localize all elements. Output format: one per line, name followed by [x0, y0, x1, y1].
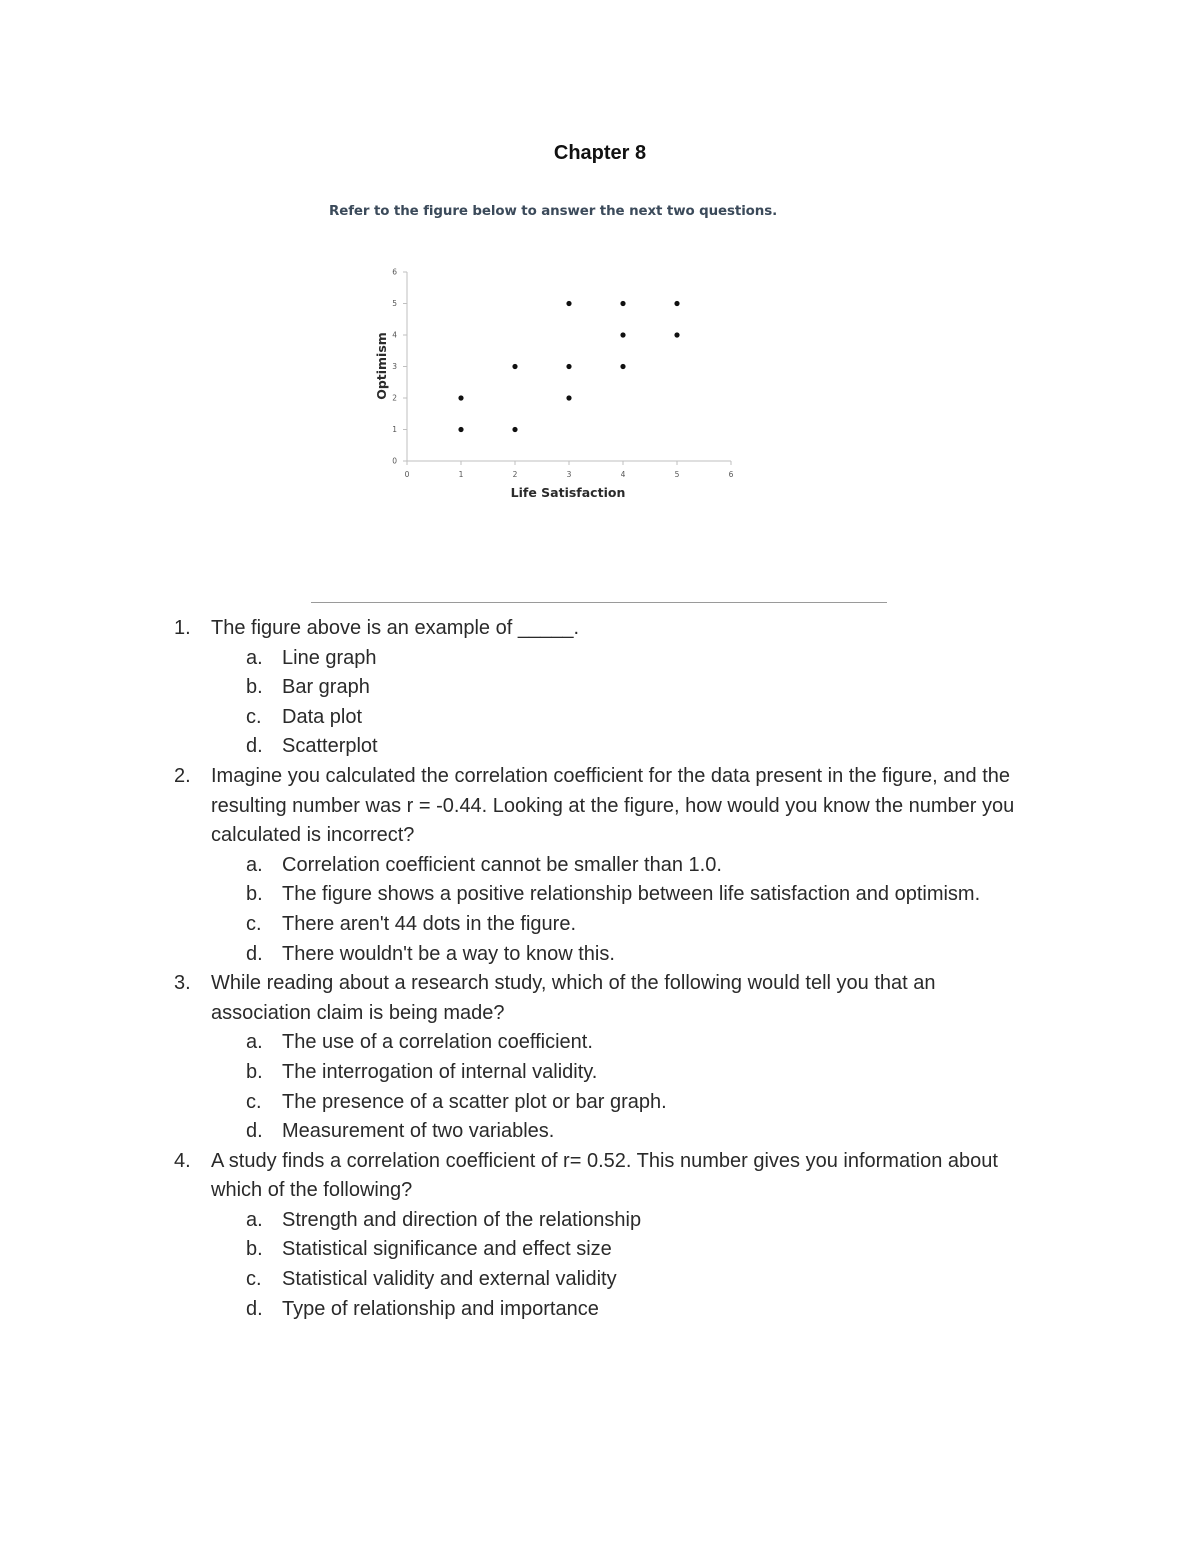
- y-tick-label: 5: [392, 299, 397, 308]
- option-letter: c.: [246, 1268, 262, 1291]
- option-text: Correlation coefficient cannot be smaller than 1.0.: [282, 853, 722, 876]
- option-letter: c.: [246, 1090, 262, 1113]
- scatter-point: [620, 301, 625, 306]
- x-tick-label: 6: [728, 470, 734, 479]
- option-text: There aren't 44 dots in the figure.: [282, 912, 576, 935]
- question-number: 2.: [174, 764, 191, 787]
- option-text: Bar graph: [282, 676, 370, 699]
- x-tick-label: 5: [674, 470, 680, 479]
- y-tick-label: 4: [392, 330, 397, 340]
- question-text: The figure above is an example of _____.: [211, 617, 580, 639]
- scatter-point: [620, 332, 625, 337]
- option-2d: [0, 940, 1200, 970]
- option-letter: b.: [246, 676, 263, 699]
- question-list: [0, 614, 1200, 1324]
- option-letter: b.: [246, 883, 263, 906]
- question-4: [0, 1147, 1041, 1206]
- x-axis-label: Life Satisfaction: [510, 485, 626, 500]
- option-letter: b.: [246, 1238, 263, 1261]
- option-letter: a.: [246, 1031, 263, 1054]
- option-letter: d.: [246, 942, 263, 965]
- option-text: Type of relationship and importance: [282, 1297, 599, 1320]
- option-text: The use of a correlation coefficient.: [282, 1031, 593, 1054]
- question-text: While reading about a research study, which of the following would tell you that an association claim is being made?: [211, 972, 936, 1024]
- option-4a: [0, 1206, 1200, 1236]
- option-letter: c.: [246, 705, 262, 728]
- points-layer: [458, 301, 679, 432]
- option-letter: d.: [246, 1297, 263, 1320]
- option-letter: d.: [246, 1120, 263, 1143]
- x-tick-label: 1: [458, 470, 464, 479]
- option-text: Line graph: [282, 646, 377, 669]
- question-text: Imagine you calculated the correlation coefficient for the data present in the figure, and the resulting number was r = -0.44. Looking at the figure, how would you know the number you calculated is incorrect?: [211, 764, 1015, 847]
- option-letter: c.: [246, 912, 262, 935]
- y-tick-label: 0: [392, 456, 397, 466]
- question-number: 4.: [174, 1149, 191, 1172]
- scatter-point: [566, 364, 571, 369]
- ticks-layer: [392, 268, 733, 480]
- option-letter: b.: [246, 1060, 263, 1083]
- option-text: There wouldn't be a way to know this.: [282, 942, 615, 965]
- question-2: [0, 762, 1041, 851]
- option-4c: [0, 1265, 1200, 1295]
- y-tick-label: 6: [392, 267, 397, 277]
- option-4d: [0, 1295, 1200, 1325]
- scatter-chart: [370, 262, 750, 507]
- option-2c: [0, 910, 1200, 940]
- scatter-point: [458, 427, 463, 432]
- option-letter: d.: [246, 735, 263, 758]
- figure-caption: Refer to the figure below to answer the next two questions.: [329, 204, 778, 219]
- scatter-point: [458, 395, 463, 400]
- x-tick-label: 2: [512, 470, 518, 479]
- scatter-point: [566, 301, 571, 306]
- question-1: [0, 614, 1041, 644]
- y-tick-label: 1: [392, 425, 397, 434]
- option-letter: a.: [246, 646, 263, 669]
- x-tick-label: 3: [566, 470, 572, 479]
- option-2a: [0, 851, 1200, 881]
- y-tick-label: 2: [392, 393, 397, 403]
- x-tick-label: 4: [620, 470, 626, 479]
- y-tick-label: 3: [392, 362, 397, 371]
- option-3b: [0, 1058, 1200, 1088]
- option-letter: a.: [246, 853, 263, 876]
- option-text: Data plot: [282, 705, 363, 728]
- question-3: [0, 969, 1041, 1028]
- scatter-point: [512, 427, 517, 432]
- scatter-point: [674, 301, 679, 306]
- question-text: A study finds a correlation coefficient of r= 0.52. This number gives you information about which of the following?: [211, 1149, 998, 1202]
- y-axis-label: Optimism: [374, 332, 389, 400]
- option-2b: [0, 880, 1200, 910]
- option-1c: [0, 703, 1200, 733]
- option-text: Scatterplot: [282, 735, 378, 758]
- option-letter: a.: [246, 1208, 263, 1231]
- scatter-point: [674, 332, 679, 337]
- option-text: The presence of a scatter plot or bar graph.: [282, 1090, 667, 1113]
- option-1b: [0, 673, 1200, 703]
- page-title: Chapter 8: [553, 142, 647, 164]
- scatter-plot-svg: [370, 262, 750, 507]
- scatter-point: [566, 395, 571, 400]
- option-1d: [0, 732, 1200, 762]
- x-tick-label: 0: [404, 470, 410, 479]
- option-3d: [0, 1117, 1200, 1147]
- option-3a: [0, 1028, 1200, 1058]
- option-3c: [0, 1088, 1200, 1118]
- scatter-point: [620, 364, 625, 369]
- question-number: 3.: [174, 972, 191, 995]
- section-divider: [311, 602, 887, 603]
- scatter-point: [512, 364, 517, 369]
- option-text: The figure shows a positive relationship between life satisfaction and optimism.: [282, 883, 981, 906]
- option-text: Measurement of two variables.: [282, 1120, 555, 1143]
- option-4b: [0, 1235, 1200, 1265]
- question-number: 1.: [174, 617, 191, 639]
- option-text: The interrogation of internal validity.: [282, 1060, 598, 1083]
- option-text: Statistical significance and effect size: [282, 1238, 612, 1261]
- option-text: Statistical validity and external validity: [282, 1268, 617, 1291]
- option-1a: [0, 644, 1200, 674]
- option-text: Strength and direction of the relationship: [282, 1208, 642, 1231]
